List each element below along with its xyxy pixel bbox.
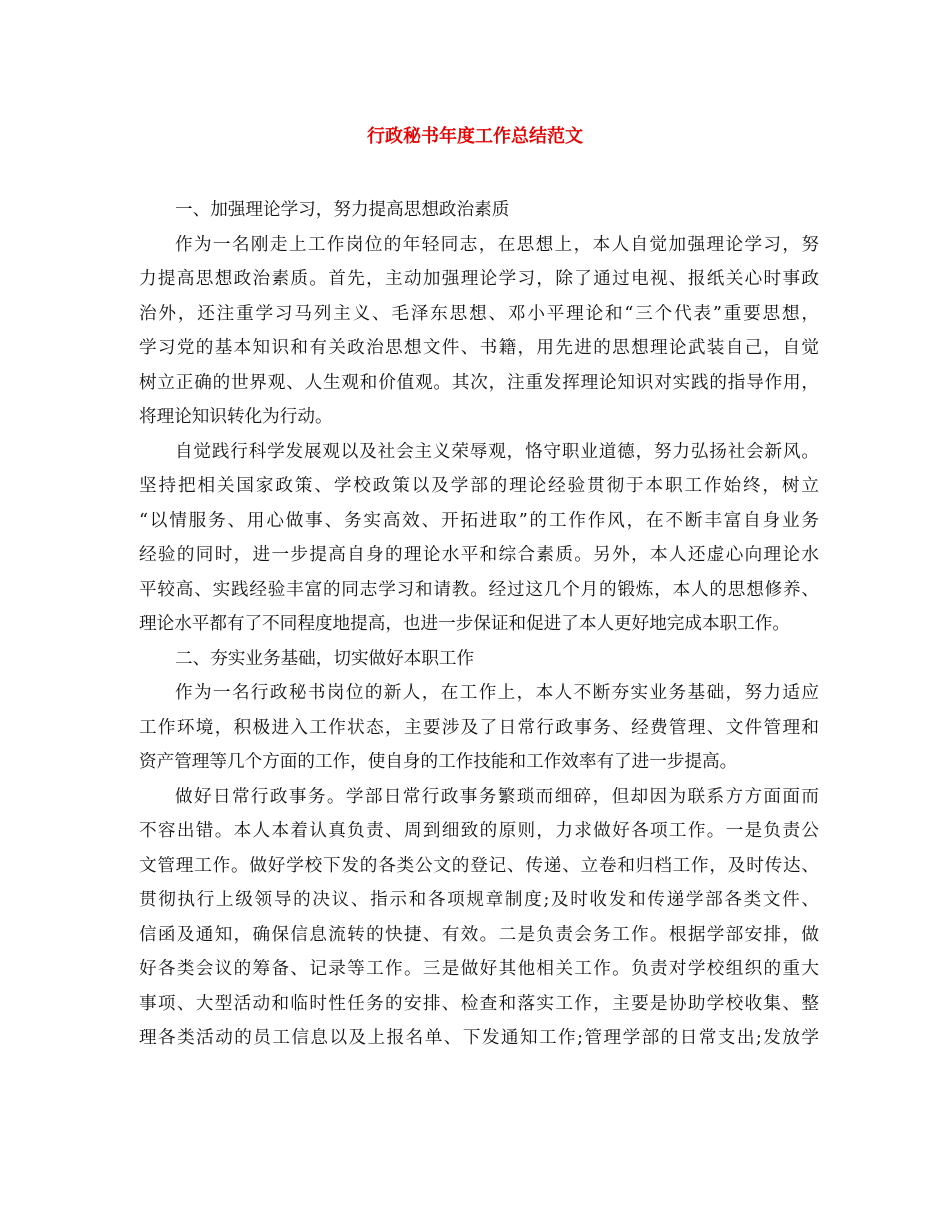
text-line: 作为一名刚走上工作岗位的年轻同志，在思想上，本人自觉加强理论学习，努 [175,234,819,255]
text-line: 二、夯实业务基础，切实做好本职工作 [175,648,475,669]
text-line: 信函及通知，确保信息流转的快捷、有效。二是负责会务工作。根据学部安排，做 [139,924,819,945]
text-line: 一、加强理论学习，努力提高思想政治素质 [175,200,510,220]
text-line: 学习党的基本知识和有关政治思想文件、书籍，用先进的思想理论武装自己，自觉 [139,338,819,358]
text-line: 坚持把相关国家政策、学校政策以及学部的理论经验贯彻于本职工作始终，树立 [139,476,819,496]
text-line: 工作环境，积极进入工作状态，主要涉及了日常行政事务、经费管理、文件管理和 [139,717,819,738]
text-line: 作为一名行政秘书岗位的新人，在工作上，本人不断夯实业务基础，努力适应 [175,683,819,703]
text-line: 文管理工作。做好学校下发的各类公文的登记、传递、立卷和归档工作，及时传达、 [139,855,819,876]
text-line: 将理论知识转化为行动。 [139,407,333,427]
document-body [139,193,819,1056]
text-line: 资产管理等几个方面的工作，使自身的工作技能和工作效率有了进一步提高。 [139,752,738,772]
text-line: 理各类活动的员工信息以及上报名单、下发通知工作;管理学部的日常支出;发放学 [139,1028,819,1048]
text-line: “以情服务、用心做事、务实高效、开拓进取”的工作作风，在不断丰富自身业务 [139,510,819,531]
text-line: 不容出错。本人本着认真负责、周到细致的原则，力求做好各项工作。一是负责公 [139,821,819,841]
text-line: 树立正确的世界观、人生观和价值观。其次，注重发挥理论知识对实践的指导作用， [139,372,819,393]
text-line: 事项、大型活动和临时性任务的安排、检查和落实工作，主要是协助学校收集、整 [139,993,819,1014]
text-line: 好各类会议的筹备、记录等工作。三是做好其他相关工作。负责对学校组织的重大 [139,959,819,979]
text-line: 力提高思想政治素质。首先，主动加强理论学习，除了通过电视、报纸关心时事政 [139,269,819,289]
text-line: 平较高、实践经验丰富的同志学习和请教。经过这几个月的锻炼，本人的思想修养、 [139,579,819,600]
text-line: 贯彻执行上级领导的决议、指示和各项规章制度;及时收发和传递学部各类文件、 [139,890,819,910]
document-title: 行政秘书年度工作总结范文 [367,126,583,147]
text-line: 治外，还注重学习马列主义、毛泽东思想、邓小平理论和“三个代表”重要思想， [139,303,819,324]
text-line: 自觉践行科学发展观以及社会主义荣辱观，恪守职业道德，努力弘扬社会新风。 [175,441,819,462]
text-line: 做好日常行政事务。学部日常行政事务繁琐而细碎，但却因为联系方方面面而 [175,786,819,807]
text-line: 经验的同时，进一步提高自身的理论水平和综合素质。另外，本人还虚心向理论水 [139,545,819,565]
text-line: 理论水平都有了不同程度地提高，也进一步保证和促进了本人更好地完成本职工作。 [139,614,790,634]
